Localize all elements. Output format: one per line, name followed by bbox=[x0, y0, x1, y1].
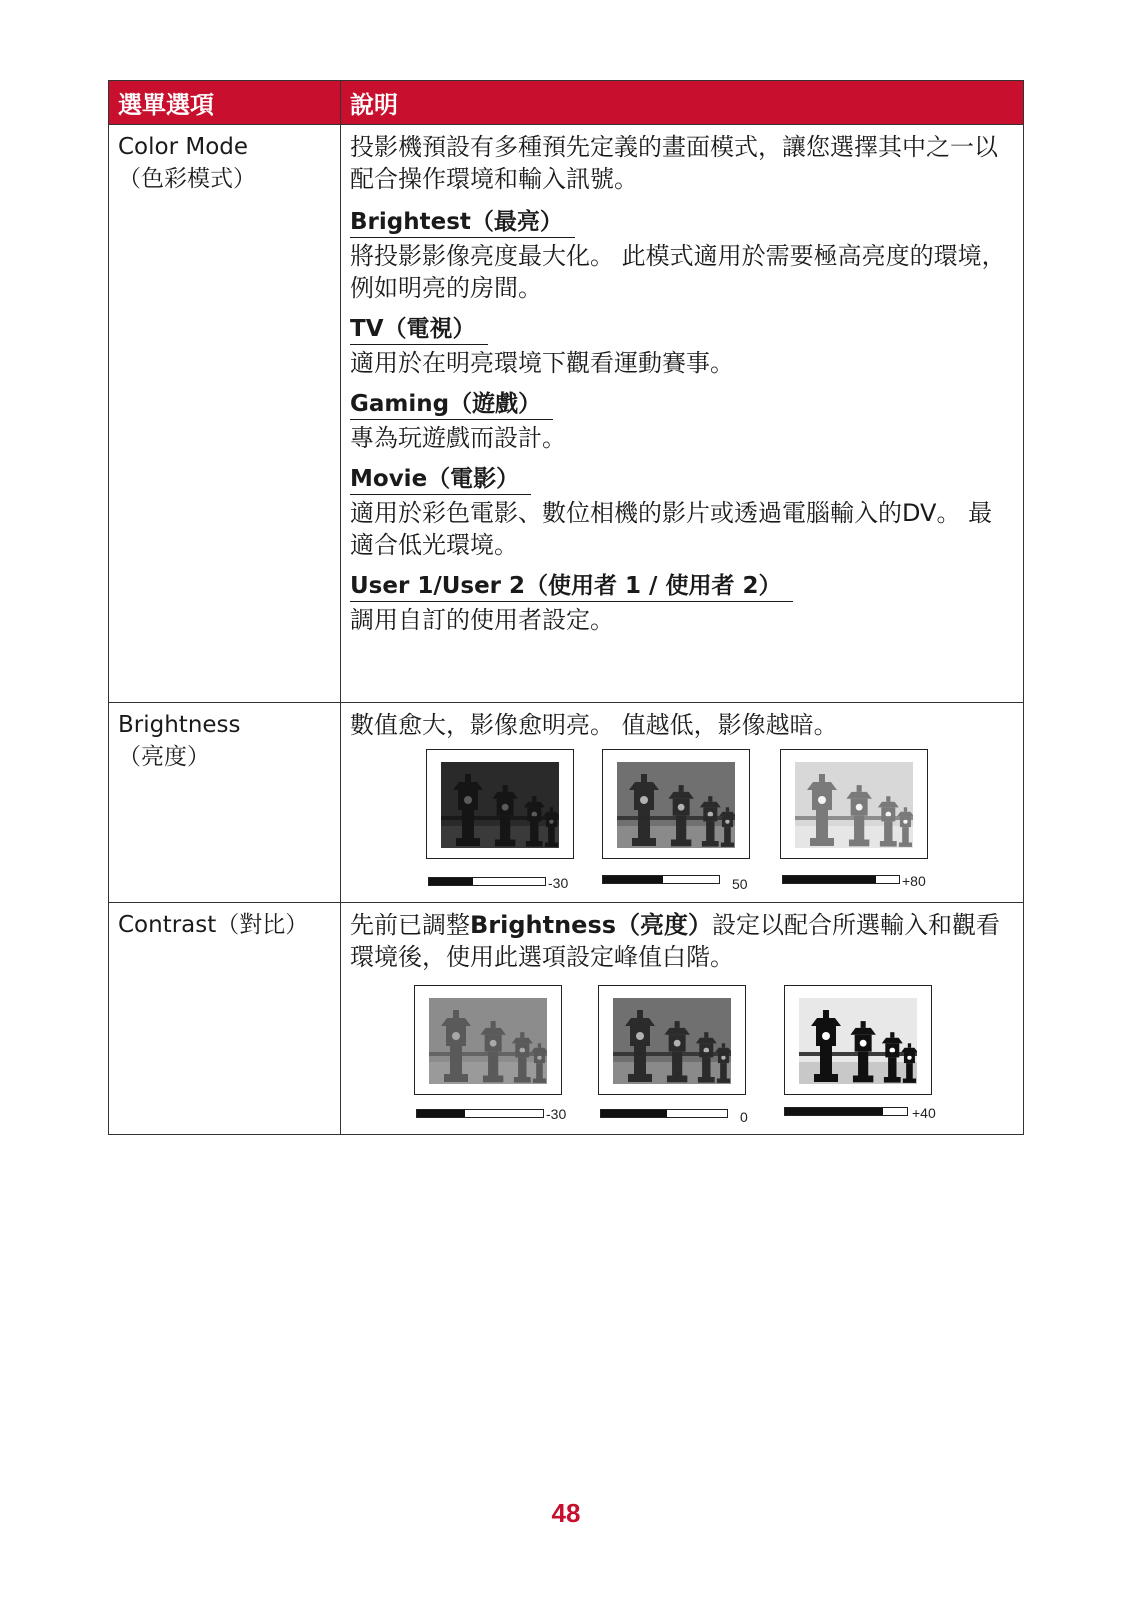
lantern-finial bbox=[890, 1032, 894, 1038]
fence-rail bbox=[613, 1052, 731, 1056]
lantern-photo bbox=[799, 998, 917, 1084]
option-label: Brightness （亮度） bbox=[118, 712, 241, 770]
lantern-finial bbox=[886, 796, 890, 802]
description-brightness bbox=[341, 703, 1024, 903]
lantern-photo bbox=[429, 998, 547, 1084]
lantern-base bbox=[495, 840, 515, 847]
contrast-level-label: +40 bbox=[912, 1105, 936, 1121]
lantern-base bbox=[717, 1079, 730, 1083]
lantern-finial bbox=[453, 1010, 459, 1018]
lantern-finial bbox=[465, 774, 471, 782]
contrast-sample-image bbox=[414, 985, 562, 1095]
lantern-post bbox=[634, 1046, 646, 1076]
option-brightness bbox=[109, 703, 341, 903]
lantern-base bbox=[899, 843, 912, 847]
contrast-sample-image bbox=[598, 985, 746, 1095]
lantern-base bbox=[514, 1077, 531, 1083]
lantern-finial bbox=[708, 796, 712, 802]
table-row-brightness bbox=[109, 703, 1024, 903]
lantern-post bbox=[462, 810, 474, 840]
lantern-window bbox=[537, 1055, 541, 1059]
contrast-description bbox=[350, 909, 1014, 973]
lantern-window bbox=[907, 1055, 911, 1059]
lantern-base bbox=[702, 841, 719, 847]
contrast-text-post: 設定以配合所選輸入和觀看環境後，使用此選項設定峰值白階。 bbox=[350, 911, 1001, 971]
color-mode-intro: 投影機預設有多種預先定義的畫面模式，讓您選擇其中之一以配合操作環境和輸入訊號。 bbox=[350, 133, 998, 193]
table-header-row bbox=[109, 81, 1024, 125]
lantern-post bbox=[820, 1046, 832, 1076]
option-contrast bbox=[109, 903, 341, 1135]
lantern-finial bbox=[491, 1021, 496, 1028]
lantern-photo bbox=[617, 762, 735, 848]
brightness-level-label: +80 bbox=[902, 873, 926, 889]
lantern-post bbox=[902, 827, 909, 844]
lantern-window bbox=[640, 796, 648, 804]
mode-entry-brightest bbox=[350, 201, 1014, 304]
lantern-window bbox=[822, 1032, 830, 1040]
option-label: Color Mode （色彩模式） bbox=[118, 134, 256, 192]
brightness-level-bar bbox=[782, 875, 900, 884]
lantern-finial bbox=[908, 1043, 911, 1047]
lantern-finial bbox=[520, 1032, 524, 1038]
option-label: Contrast（對比） bbox=[118, 912, 309, 938]
lantern-finial bbox=[823, 1010, 829, 1018]
fence-rail bbox=[617, 816, 735, 820]
header-menu-option: 選單選項 bbox=[109, 81, 341, 125]
lantern-post bbox=[884, 821, 892, 842]
lantern-finial bbox=[679, 785, 684, 792]
lantern-post bbox=[530, 821, 538, 842]
mode-text: 專為玩遊戲而設計。 bbox=[350, 424, 566, 452]
lantern-window bbox=[452, 1032, 460, 1040]
lantern-finial bbox=[503, 785, 508, 792]
mode-heading: Gaming（遊戲） bbox=[350, 389, 553, 420]
lantern-finial bbox=[675, 1021, 680, 1028]
brightness-level-label: -30 bbox=[548, 875, 569, 891]
contrast-text-pre: 先前已調整 bbox=[350, 911, 470, 939]
lantern-window bbox=[856, 804, 863, 811]
lantern-base bbox=[853, 1076, 873, 1083]
lantern-post bbox=[888, 1057, 896, 1078]
description-color-mode bbox=[341, 125, 1024, 703]
lantern-post bbox=[724, 827, 731, 844]
lantern-window bbox=[860, 1040, 867, 1047]
lantern-finial bbox=[722, 1043, 725, 1047]
lantern-base bbox=[814, 1074, 838, 1082]
lantern-window bbox=[674, 1040, 681, 1047]
lantern-post bbox=[706, 821, 714, 842]
lantern-window bbox=[464, 796, 472, 804]
fence-rail bbox=[429, 1052, 547, 1056]
lantern-window bbox=[818, 796, 826, 804]
mode-text: 調用自訂的使用者設定。 bbox=[350, 606, 614, 634]
brightness-level-bar bbox=[602, 875, 720, 884]
lantern-post bbox=[702, 1057, 710, 1078]
lantern-finial bbox=[550, 807, 553, 811]
lantern-window bbox=[502, 804, 509, 811]
mode-heading: TV（電視） bbox=[350, 314, 488, 345]
mode-heading: User 1/User 2（使用者 1 / 使用者 2） bbox=[350, 571, 793, 602]
brightness-sample-image bbox=[426, 749, 574, 859]
lantern-base bbox=[526, 841, 543, 847]
lantern-post bbox=[638, 810, 650, 840]
mode-text: 適用於在明亮環境下觀看運動賽事。 bbox=[350, 349, 734, 377]
lantern-finial bbox=[532, 796, 536, 802]
lantern-finial bbox=[819, 774, 825, 782]
table-row-contrast bbox=[109, 903, 1024, 1135]
lantern-finial bbox=[857, 785, 862, 792]
lantern-base bbox=[483, 1076, 503, 1083]
lantern-post bbox=[450, 1046, 462, 1076]
lantern-post bbox=[536, 1063, 543, 1080]
option-color-mode bbox=[109, 125, 341, 703]
mode-entry-movie bbox=[350, 458, 1014, 561]
brightness-level-bar bbox=[428, 877, 546, 886]
table-row-color-mode bbox=[109, 125, 1024, 703]
header-description: 說明 bbox=[341, 81, 1024, 125]
contrast-level-label: -30 bbox=[546, 1106, 567, 1122]
lantern-photo bbox=[613, 998, 731, 1084]
lantern-post bbox=[906, 1063, 913, 1080]
brightness-sample-image bbox=[602, 749, 750, 859]
lantern-photo bbox=[795, 762, 913, 848]
fence-rail bbox=[441, 816, 559, 820]
lantern-base bbox=[456, 838, 480, 846]
contrast-level-bar bbox=[784, 1107, 908, 1116]
lantern-post bbox=[720, 1063, 727, 1080]
lantern-post bbox=[816, 810, 828, 840]
page-number: 48 bbox=[551, 1498, 581, 1528]
fence-rail bbox=[795, 816, 913, 820]
menu-options-table bbox=[108, 80, 1024, 1135]
lantern-base bbox=[721, 843, 734, 847]
brightness-description: 數值愈大，影像愈明亮。 值越低，影像越暗。 bbox=[350, 711, 838, 739]
lantern-window bbox=[490, 1040, 497, 1047]
contrast-level-bar bbox=[600, 1109, 728, 1118]
lantern-base bbox=[849, 840, 869, 847]
lantern-base bbox=[444, 1074, 468, 1082]
lantern-base bbox=[533, 1079, 546, 1083]
contrast-level-label: 0 bbox=[740, 1109, 748, 1125]
lantern-finial bbox=[726, 807, 729, 811]
lantern-base bbox=[880, 841, 897, 847]
lantern-base bbox=[698, 1077, 715, 1083]
lantern-window bbox=[636, 1032, 644, 1040]
mode-entry-tv bbox=[350, 308, 1014, 379]
brightness-level-label: 50 bbox=[732, 876, 748, 892]
mode-entry-user bbox=[350, 565, 1014, 636]
lantern-finial bbox=[904, 807, 907, 811]
lantern-finial bbox=[538, 1043, 541, 1047]
lantern-window bbox=[549, 819, 553, 823]
lantern-finial bbox=[641, 774, 647, 782]
brightness-sample-image bbox=[780, 749, 928, 859]
contrast-text-bold: Brightness（亮度） bbox=[470, 911, 713, 939]
lantern-base bbox=[628, 1074, 652, 1082]
lantern-base bbox=[632, 838, 656, 846]
lantern-window bbox=[903, 819, 907, 823]
lantern-base bbox=[810, 838, 834, 846]
lantern-finial bbox=[704, 1032, 708, 1038]
contrast-level-bar bbox=[416, 1109, 544, 1118]
description-contrast bbox=[341, 903, 1024, 1135]
lantern-base bbox=[667, 1076, 687, 1083]
mode-heading: Movie（電影） bbox=[350, 464, 531, 495]
lantern-base bbox=[545, 843, 558, 847]
mode-text: 適用於彩色電影、數位相機的影片或透過電腦輸入的DV。 最適合低光環境。 bbox=[350, 499, 993, 559]
mode-heading: Brightest（最亮） bbox=[350, 207, 575, 238]
contrast-sample-image bbox=[784, 985, 932, 1095]
mode-text: 將投影影像亮度最大化。 此模式適用於需要極高亮度的環境，例如明亮的房間。 bbox=[350, 242, 1006, 302]
lantern-window bbox=[725, 819, 729, 823]
lantern-post bbox=[548, 827, 555, 844]
lantern-finial bbox=[861, 1021, 866, 1028]
fence-rail bbox=[799, 1052, 917, 1056]
lantern-base bbox=[884, 1077, 901, 1083]
lantern-post bbox=[518, 1057, 526, 1078]
lantern-window bbox=[678, 804, 685, 811]
lantern-finial bbox=[637, 1010, 643, 1018]
lantern-window bbox=[721, 1055, 725, 1059]
lantern-photo bbox=[441, 762, 559, 848]
lantern-base bbox=[903, 1079, 916, 1083]
mode-entry-gaming bbox=[350, 383, 1014, 454]
lantern-base bbox=[671, 840, 691, 847]
